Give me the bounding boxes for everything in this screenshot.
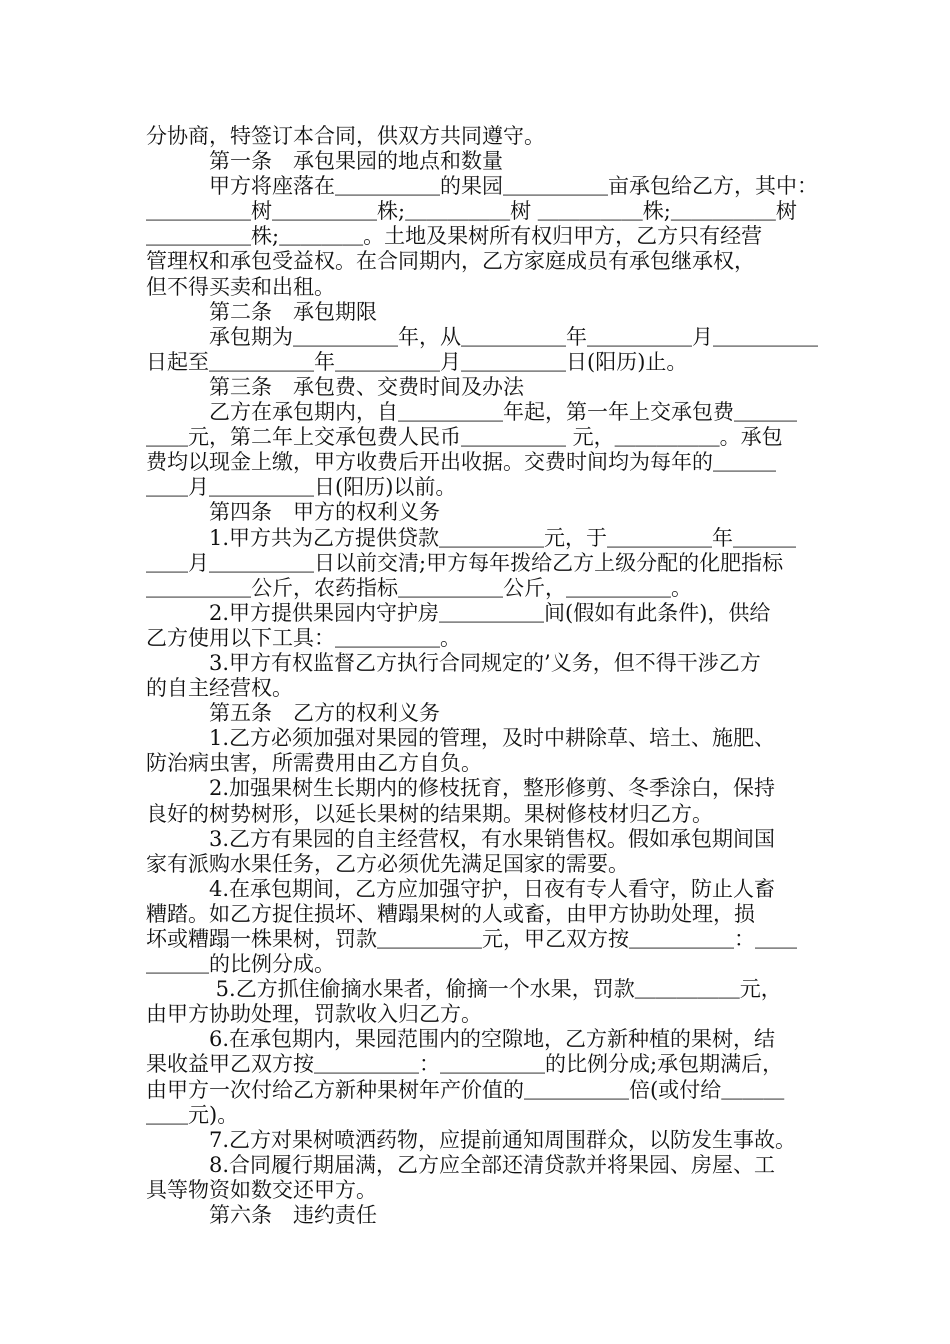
text-line: 家有派购水果任务，乙方必须优先满足国家的需要。 — [146, 851, 629, 876]
text-line: ＿＿元)。 — [146, 1102, 239, 1127]
text-line: ＿＿＿＿＿株;＿＿＿＿。土地及果树所有权归甲方，乙方只有经营 — [146, 224, 763, 249]
text-line: 但不得买卖和出租。 — [146, 274, 335, 299]
text-line: 6.在承包期内，果园范围内的空隙地，乙方新种植的果树，结 — [146, 1027, 776, 1052]
text-line: ＿＿月＿＿＿＿＿日(阳历)以前。 — [146, 475, 457, 500]
section-heading: 第三条 承包费、交费时间及办法 — [146, 374, 524, 399]
text-line: 日起至＿＿＿＿＿年＿＿＿＿＿月＿＿＿＿＿日(阳历)止。 — [146, 349, 688, 374]
text-line: 分协商，特签订本合同，供双方共同遵守。 — [146, 124, 545, 148]
text-line: ＿＿＿的比例分成。 — [146, 952, 335, 977]
text-line: 8.合同履行期届满，乙方应全部还清贷款并将果园、房屋、工 — [146, 1152, 776, 1177]
section-heading: 第五条 乙方的权利义务 — [146, 701, 440, 726]
text-line: 管理权和承包受益权。在合同期内，乙方家庭成员有承包继承权， — [146, 249, 755, 274]
text-line: 3.乙方有果园的自主经营权，有水果销售权。假如承包期间国 — [146, 826, 776, 851]
contract-text — [146, 124, 816, 1228]
text-line: 果收益甲乙双方按＿＿＿＿＿：＿＿＿＿＿的比例分成;承包期满后， — [146, 1052, 784, 1077]
text-line: 2.甲方提供果园内守护房＿＿＿＿＿间(假如有此条件)，供给 — [146, 600, 771, 625]
text-line: 4.在承包期间，乙方应加强守护，日夜有专人看守，防止人畜 — [146, 876, 776, 901]
text-line: 坏或糟蹋一株果树，罚款＿＿＿＿＿元，甲乙双方按＿＿＿＿＿：＿＿ — [146, 927, 797, 951]
text-line: 5.乙方抓住偷摘水果者，偷摘一个水果，罚款＿＿＿＿＿元， — [146, 977, 782, 1002]
text-line: 由甲方协助处理，罚款收入归乙方。 — [146, 1002, 482, 1027]
text-line: 费均以现金上缴，甲方收费后开出收据。交费时间均为每年的＿＿＿ — [146, 450, 776, 475]
text-line: 7.乙方对果树喷洒药物，应提前通知周围群众，以防发生事故。 — [146, 1127, 797, 1152]
text-line: 糟踏。如乙方捉住损坏、糟蹋果树的人或畜，由甲方协助处理，损 — [146, 901, 755, 926]
text-line: 3.甲方有权监督乙方执行合同规定的’义务，但不得干涉乙方 — [146, 650, 761, 675]
section-heading: 第一条 承包果园的地点和数量 — [146, 149, 503, 174]
text-line: 良好的树势树形，以延长果树的结果期。果树修枝材归乙方。 — [146, 801, 713, 826]
text-line: 由甲方一次付给乙方新种果树年产价值的＿＿＿＿＿倍(或付给＿＿＿ — [146, 1077, 785, 1102]
text-line: ＿＿＿＿＿树＿＿＿＿＿株;＿＿＿＿＿树 ＿＿＿＿＿株;＿＿＿＿＿树 — [146, 199, 797, 224]
text-line: 1.甲方共为乙方提供贷款＿＿＿＿＿元，于＿＿＿＿＿年＿＿＿ — [146, 525, 797, 550]
text-line: 2.加强果树生长期内的修枝抚育，整形修剪、冬季涂白，保持 — [146, 776, 776, 801]
section-heading: 第二条 承包期限 — [146, 299, 377, 324]
text-line: ＿＿元，第二年上交承包费人民币＿＿＿＿＿ 元，＿＿＿＿＿。承包 — [146, 425, 783, 450]
text-line: 1.乙方必须加强对果园的管理，及时中耕除草、培土、施肥、 — [146, 726, 776, 751]
text-line: 防治病虫害，所需费用由乙方自负。 — [146, 751, 482, 776]
text-line: 具等物资如数交还甲方。 — [146, 1177, 377, 1202]
text-line: 乙方在承包期内，自＿＿＿＿＿年起，第一年上交承包费＿＿＿ — [146, 400, 797, 425]
text-line: 承包期为＿＿＿＿＿年，从＿＿＿＿＿年＿＿＿＿＿月＿＿＿＿＿ — [146, 324, 818, 349]
text-line: 乙方使用以下工具：＿＿＿＿＿。 — [146, 625, 461, 650]
text-line: ＿＿月＿＿＿＿＿日以前交清;甲方每年拨给乙方上级分配的化肥指标 — [146, 550, 784, 575]
text-line: 的自主经营权。 — [146, 676, 293, 701]
section-heading: 第四条 甲方的权利义务 — [146, 500, 440, 525]
section-heading: 第六条 违约责任 — [146, 1203, 377, 1228]
text-line: ＿＿＿＿＿公斤，农药指标＿＿＿＿＿公斤，＿＿＿＿＿。 — [146, 575, 692, 600]
text-line: 甲方将座落在＿＿＿＿＿的果园＿＿＿＿＿亩承包给乙方，其中： — [146, 174, 818, 199]
